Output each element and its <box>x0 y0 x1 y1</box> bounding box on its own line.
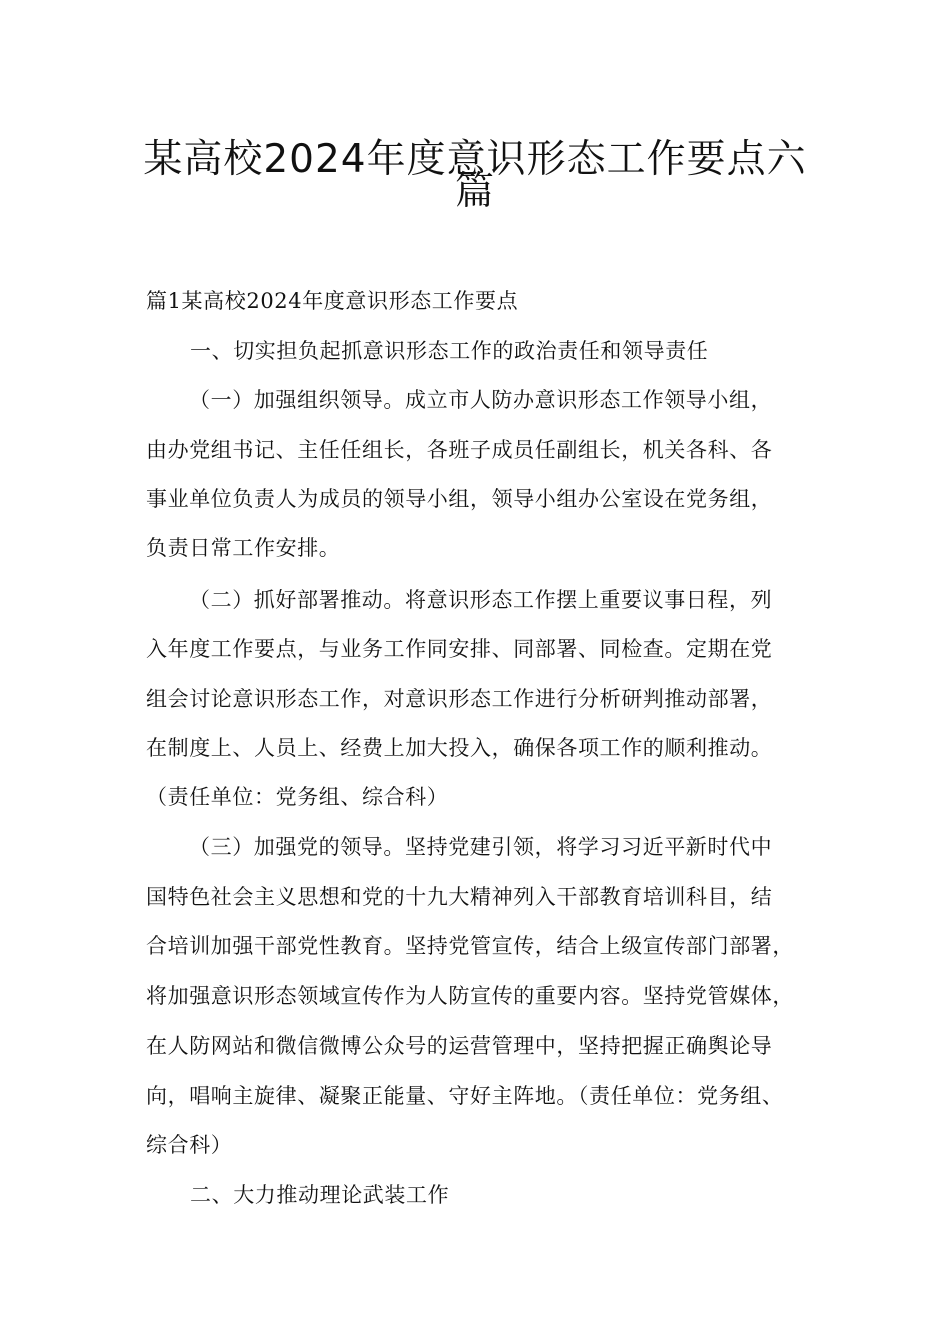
paragraph-line: 在制度上、人员上、经费上加大投入，确保各项工作的顺利推动。 <box>146 736 773 760</box>
paragraph-line: 事业单位负责人为成员的领导小组，领导小组办公室设在党务组， <box>146 487 773 511</box>
paragraph-line: （责任单位：党务组、综合科） <box>146 785 449 809</box>
paragraph-line: 在人防网站和微信微博公众号的运营管理中，坚持把握正确舆论导 <box>146 1034 773 1058</box>
paragraph-line: 国特色社会主义思想和党的十九大精神列入干部教育培训科目，结 <box>146 885 773 909</box>
paragraph-line: 组会讨论意识形态工作，对意识形态工作进行分析研判推动部署， <box>146 687 773 711</box>
chapter-heading: 一、切实担负起抓意识形态工作的政治责任和领导责任 <box>190 339 709 363</box>
document-title-line-2: 篇 <box>454 169 495 214</box>
paragraph-line: 入年度工作要点，与业务工作同安排、同部署、同检查。定期在党 <box>146 637 773 661</box>
paragraph-line: （一）加强组织领导。成立市人防办意识形态工作领导小组， <box>189 388 773 412</box>
paragraph-line: 负责日常工作安排。 <box>146 536 341 560</box>
paragraph-line: 合培训加强干部党性教育。坚持党管宣传，结合上级宣传部门部署， <box>146 934 794 958</box>
paragraph-line: 由办党组书记、主任任组长，各班子成员任副组长，机关各科、各 <box>146 438 773 462</box>
paragraph-line: （二）抓好部署推动。将意识形态工作摆上重要议事日程，列 <box>189 588 773 612</box>
section-heading: 篇1某高校2024年度意识形态工作要点 <box>146 289 519 313</box>
paragraph-line: 将加强意识形态领域宣传作为人防宣传的重要内容。坚持党管媒体， <box>146 984 794 1008</box>
paragraph-line: 向，唱响主旋律、凝聚正能量、守好主阵地。（责任单位：党务组、 <box>146 1084 784 1108</box>
paragraph-line: 综合科） <box>146 1133 233 1157</box>
document-title-line-1: 某高校2024年度意识形态工作要点六 <box>143 137 807 182</box>
paragraph-line: （三）加强党的领导。坚持党建引领，将学习习近平新时代中 <box>189 835 773 859</box>
chapter-heading: 二、大力推动理论武装工作 <box>190 1183 450 1207</box>
